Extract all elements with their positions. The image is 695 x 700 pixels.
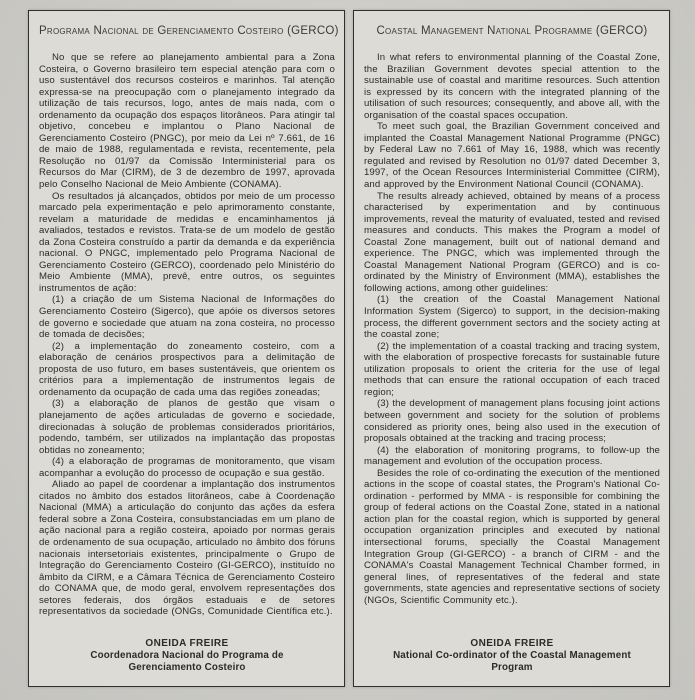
paragraph: In what refers to environmental planning of the Coastal Zone, the Brazilian Government devotes special attention to the sustainable use of coastal and maritime resources. Such attention is expressed by its concern with the integrated planning of the utilisation of such resources; consequently, and above all, with the organisation of the coastal spaces occupation.	[364, 52, 660, 121]
panel-title-portuguese: Programa Nacional de Gerenciamento Costeiro (GERCO)	[39, 25, 339, 37]
paragraph: The results already achieved, obtained by means of a process characterised by experimentation and by continuous improvements, reveal the maturity of evaluated, tested and revised measures and conducts. This makes the Program a model of Coastal Zone management, built out of national demand and experience. The PNGC, which was implemented through the Coastal Management National Program (GERCO) and is co-ordinated by the Ministry of Environment (MMA), establishes the following actions, among other guidelines:	[364, 190, 660, 294]
paragraph: (2) a implementação do zoneamento costeiro, com a elaboração de cenários prospectivos para a delimitação de proposta de uso futuro, em bases sustentáveis, que orientem os critérios para a implementação de instrumentos legais de ordenamento da ocupação de cada uma das regiões zoneadas;	[39, 340, 335, 398]
signature-name: ONEIDA FREIRE	[145, 638, 229, 649]
body-text-english	[364, 52, 660, 606]
paragraph: (4) a elaboração de programas de monitoramento, que visam acompanhar a evolução do processo de ocupação e sua gestão.	[39, 456, 335, 479]
paragraph: Aliado ao papel de coordenar a implantação dos instrumentos citados no âmbito dos estados litorâneos, cabe à Coordenação Nacional (MMA) a articulação do conjunto das ações da esfera federal sobre a Zona Costeira, consubstanciadas em um plano de ação nacional para a região costeira, apoiado por normas gerais de ordenamento de sua ocupação, articulado no âmbito dos fóruns nacionais intersetoriais existentes, principalmente o Grupo de Integração do Gerenciamento Costeiro (GI-GERCO), instituído no âmbito da CIRM, e a Câmara Técnica de Gerenciamento Costeiro do CONAMA que, de modo geral, envolvem representações dos setores federais, dos órgãos estaduais e de setores representativos da sociedade (ONGs, Comunidade Científica etc.).	[39, 479, 335, 618]
paragraph: (1) the creation of the Coastal Management National Information System (Sigerco) to support, in the decision-making process, the different government sectors and the society acting at the coastal zone;	[364, 294, 660, 341]
signature-role: National Co-ordinator of the Coastal Management Program	[393, 650, 631, 673]
paragraph: (3) the development of management plans focusing joint actions between government and society for the solution of problems considered as priority ones, being also used in the execution of proposals obtained at the tracking and tracing process;	[364, 398, 660, 445]
panel-title-english: Coastal Management National Programme (GERCO)	[376, 25, 648, 37]
paragraph: No que se refere ao planejamento ambiental para a Zona Costeira, o Governo brasileiro tem especial atenção para com o uso sustentável dos recursos costeiros e marinhos. Tal atenção expressa-se na preocupação com o planejamento integrado da utilização de tais recursos, logo, antes de mais nada, com o ordenamento da ocupação dos espaços litorâneos. Para atingir tal objetivo, concebeu e implantou o Plano Nacional de Gerenciamento Costeiro (PNGC), por meio da Lei nº 7.661, de 16 de maio de 1988, regulamentada e revista, recentemente, pela Resolução no 01/97 da Comissão Interministerial para os Recursos do Mar (CIRM), de 3 de dezembro de 1997, aprovada pelo Conselho Nacional de Meio Ambiente (CONAMA).	[39, 52, 335, 191]
signature-block-portuguese	[39, 638, 335, 676]
signature-name: ONEIDA FREIRE	[470, 638, 554, 649]
paragraph: (1) a criação de um Sistema Nacional de Informações do Gerenciamento Costeiro (Sigerco), que apóie os diversos setores de governo e sociedade que atuam na zona costeira, no processo de tomada de decisões;	[39, 294, 335, 341]
paragraph: Besides the role of co-ordinating the execution of the mentioned actions in the scope of coastal states, the Program's National Co-ordination - performed by MMA - is responsible for combining the group of federal actions on the Coastal Zone, stated in a national action plan for the coastal region, which is supported by general occupation organization principles and executed by national intersectional forums, specially the Coastal Management Integration Group (GI-GERCO) - a branch of CIRM - and the CONAMA's Coastal Management Technical Chamber formed, in general lines, of representatives of the federal and state governments, state agencies and representative sections of society (NGOs, Scientific Community etc.).	[364, 467, 660, 606]
paragraph: Os resultados já alcançados, obtidos por meio de um processo marcado pela experimentação e pelo aprimoramento constante, revelam a maturidade de medidas e encaminhamentos já avaliados, testados e revistos. Trata-se de um modelo de gestão da Zona Costeira construído a partir da demanda e da experiência nacional. O PNGC, implementado pelo Programa Nacional de Gerenciamento Costeiro (GERCO), coordenado pelo Ministério do Meio Ambiente (MMA), prevê, entre outros, os seguintes instrumentos de ação:	[39, 190, 335, 294]
panel-english	[353, 10, 670, 687]
body-text-portuguese	[39, 52, 335, 618]
signature-block-english	[364, 638, 660, 676]
paragraph: (3) a elaboração de planos de gestão que visam o planejamento de ações articuladas de governo e sociedade, direcionadas à solução de problemas considerados prioritários, podendo, também, ser utilizados na implantação das propostas obtidas no zoneamento;	[39, 398, 335, 456]
panel-portuguese	[28, 10, 345, 687]
paragraph: (2) the implementation of a coastal tracking and tracing system, with the elaboration of prospective forecasts for sustainable future utilization proposals to orient the criteria for the use of legal methods that can ensure the rational occupation of each traced region;	[364, 340, 660, 398]
signature-role: Coordenadora Nacional do Programa de Gerenciamento Costeiro	[90, 650, 284, 673]
paragraph: (4) the elaboration of monitoring programs, to follow-up the management and evolution of the occupation process.	[364, 444, 660, 468]
paragraph: To meet such goal, the Brazilian Government conceived and implanted the Coastal Management National Programme (PNGC) by Federal Law no 7.661 of May 16, 1988, which was recently regulated and revised by Resolution no 01/97 dated December 3, 1997, of the Ocean Resources Interministerial Committee (CIRM), and approved by the Environment National Council (CONAMA).	[364, 121, 660, 191]
